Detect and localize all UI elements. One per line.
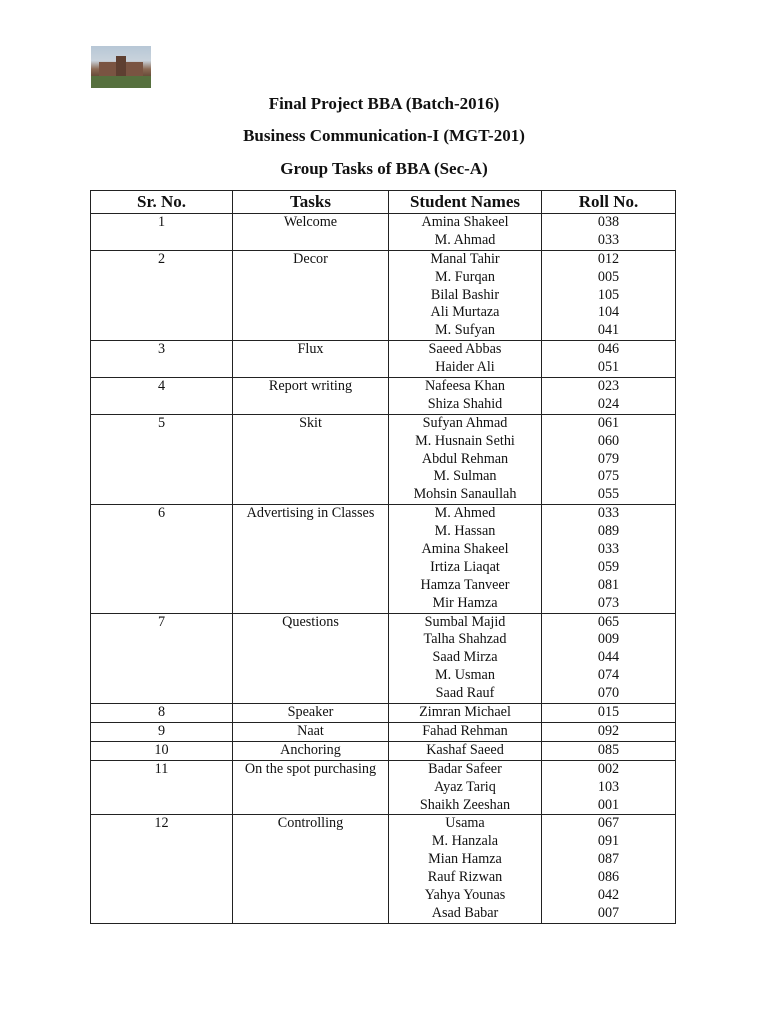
roll-number: 081 bbox=[597, 576, 620, 593]
roll-number: 103 bbox=[597, 778, 620, 795]
student-name: M. Usman bbox=[435, 667, 495, 684]
sr-no-cell bbox=[91, 414, 233, 504]
student-name: Manal Tahir bbox=[430, 250, 500, 267]
student-name: Badar Safeer bbox=[428, 760, 502, 777]
roll-no-cell bbox=[542, 378, 676, 415]
table-row bbox=[91, 741, 676, 760]
roll-number: 075 bbox=[597, 468, 620, 485]
roll-number: 041 bbox=[597, 322, 620, 339]
table-header-row bbox=[91, 191, 676, 214]
roll-number: 015 bbox=[597, 704, 620, 721]
roll-number: 067 bbox=[597, 815, 620, 832]
student-name: M. Ahmed bbox=[434, 505, 496, 522]
task-name: Skit bbox=[299, 414, 322, 431]
student-name: Hamza Tanveer bbox=[420, 576, 510, 593]
table-row bbox=[91, 505, 676, 613]
task-name: Report writing bbox=[268, 378, 353, 395]
roll-number: 055 bbox=[597, 486, 620, 503]
student-name: Mir Hamza bbox=[432, 594, 498, 611]
sr-no-cell bbox=[91, 250, 233, 340]
sr-no-cell bbox=[91, 741, 233, 760]
roll-number: 104 bbox=[597, 304, 620, 321]
student-names-cell bbox=[389, 214, 542, 251]
roll-number: 065 bbox=[597, 613, 620, 630]
student-names-cell bbox=[389, 341, 542, 378]
sr-no-cell bbox=[91, 378, 233, 415]
task-cell bbox=[233, 741, 389, 760]
group-tasks-table bbox=[90, 190, 676, 924]
roll-no-cell bbox=[542, 722, 676, 741]
column-header-roll-no: Roll No. bbox=[542, 191, 676, 214]
sr-no-cell bbox=[91, 214, 233, 251]
student-name: M. Hassan bbox=[434, 523, 496, 540]
student-name: Yahya Younas bbox=[424, 886, 506, 903]
student-names-cell bbox=[389, 815, 542, 923]
student-name: Haider Ali bbox=[435, 359, 495, 376]
roll-number: 091 bbox=[597, 833, 620, 850]
sr-no: 5 bbox=[157, 414, 166, 431]
roll-number: 074 bbox=[597, 667, 620, 684]
task-cell bbox=[233, 250, 389, 340]
column-header-sr-no: Sr. No. bbox=[91, 191, 233, 214]
roll-number: 042 bbox=[597, 886, 620, 903]
task-cell bbox=[233, 414, 389, 504]
student-name: Saeed Abbas bbox=[428, 341, 502, 358]
column-header-tasks: Tasks bbox=[233, 191, 389, 214]
sr-no-cell bbox=[91, 722, 233, 741]
sr-no-cell bbox=[91, 760, 233, 815]
table-row bbox=[91, 250, 676, 340]
sr-no-cell bbox=[91, 341, 233, 378]
roll-number: 051 bbox=[597, 359, 620, 376]
student-name: Nafeesa Khan bbox=[425, 378, 505, 395]
roll-number: 073 bbox=[597, 594, 620, 611]
table-row bbox=[91, 704, 676, 723]
sr-no: 9 bbox=[157, 722, 166, 739]
roll-number: 105 bbox=[597, 286, 620, 303]
student-name: Irtiza Liaqat bbox=[430, 558, 500, 575]
roll-number: 060 bbox=[597, 432, 620, 449]
student-name: Saad Mirza bbox=[432, 649, 498, 666]
student-names-cell bbox=[389, 613, 542, 703]
roll-number: 005 bbox=[597, 268, 620, 285]
task-name: Advertising in Classes bbox=[246, 505, 375, 522]
student-names-cell bbox=[389, 505, 542, 613]
table-row bbox=[91, 414, 676, 504]
roll-number: 087 bbox=[597, 851, 620, 868]
sr-no: 2 bbox=[157, 250, 166, 267]
task-cell bbox=[233, 613, 389, 703]
roll-number: 046 bbox=[597, 341, 620, 358]
roll-number: 024 bbox=[597, 395, 620, 412]
roll-no-cell bbox=[542, 214, 676, 251]
table-row bbox=[91, 613, 676, 703]
column-header-student-names: Student Names bbox=[389, 191, 542, 214]
roll-number: 033 bbox=[597, 505, 620, 522]
roll-number: 070 bbox=[597, 685, 620, 702]
student-name: M. Hanzala bbox=[431, 833, 499, 850]
roll-number: 001 bbox=[597, 796, 620, 813]
task-cell bbox=[233, 505, 389, 613]
roll-number: 089 bbox=[597, 523, 620, 540]
task-name: Decor bbox=[293, 250, 328, 267]
university-building-logo bbox=[91, 46, 151, 88]
student-name: Ayaz Tariq bbox=[434, 778, 496, 795]
student-name: Asad Babar bbox=[431, 904, 499, 921]
student-name: Shaikh Zeeshan bbox=[419, 796, 511, 813]
roll-number: 086 bbox=[597, 869, 620, 886]
student-name: M. Sulman bbox=[433, 468, 497, 485]
student-name: Usama bbox=[445, 815, 485, 832]
roll-number: 079 bbox=[597, 450, 620, 467]
roll-number: 059 bbox=[597, 558, 620, 575]
task-cell bbox=[233, 214, 389, 251]
roll-no-cell bbox=[542, 613, 676, 703]
student-names-cell bbox=[389, 378, 542, 415]
student-name: Mian Hamza bbox=[428, 851, 502, 868]
table-row bbox=[91, 341, 676, 378]
roll-no-cell bbox=[542, 341, 676, 378]
student-name: Zimran Michael bbox=[419, 704, 511, 721]
roll-number: 033 bbox=[597, 231, 620, 248]
student-name: Fahad Rehman bbox=[422, 722, 508, 739]
student-name: Amina Shakeel bbox=[421, 541, 509, 558]
table-row bbox=[91, 378, 676, 415]
roll-number: 009 bbox=[597, 631, 620, 648]
sr-no: 11 bbox=[154, 760, 169, 777]
student-name: Talha Shahzad bbox=[423, 631, 507, 648]
student-name: Kashaf Saeed bbox=[426, 741, 504, 758]
student-name: Ali Murtaza bbox=[430, 304, 500, 321]
roll-no-cell bbox=[542, 815, 676, 923]
student-name: Mohsin Sanaullah bbox=[413, 486, 517, 503]
roll-number: 038 bbox=[597, 214, 620, 230]
task-name: Anchoring bbox=[280, 741, 341, 758]
student-name: Sumbal Majid bbox=[424, 613, 506, 630]
sr-no-cell bbox=[91, 505, 233, 613]
roll-number: 023 bbox=[597, 378, 620, 395]
roll-no-cell bbox=[542, 505, 676, 613]
roll-number: 033 bbox=[597, 541, 620, 558]
student-names-cell bbox=[389, 722, 542, 741]
sr-no: 7 bbox=[157, 613, 166, 630]
document-title: Final Project BBA (Batch-2016) bbox=[268, 94, 500, 113]
task-cell bbox=[233, 760, 389, 815]
table-row bbox=[91, 214, 676, 251]
roll-number: 061 bbox=[597, 414, 620, 431]
student-name: Bilal Bashir bbox=[430, 286, 500, 303]
sr-no: 10 bbox=[154, 741, 169, 758]
student-names-cell bbox=[389, 760, 542, 815]
course-title: Business Communication-I (MGT-201) bbox=[243, 126, 525, 145]
student-names-cell bbox=[389, 704, 542, 723]
section-title: Group Tasks of BBA (Sec-A) bbox=[280, 159, 488, 178]
table-body bbox=[91, 214, 676, 924]
roll-number: 007 bbox=[597, 904, 620, 921]
task-cell bbox=[233, 378, 389, 415]
student-name: Saad Rauf bbox=[435, 685, 495, 702]
roll-number: 044 bbox=[597, 649, 620, 666]
student-name: M. Husnain Sethi bbox=[415, 432, 515, 449]
student-name: Rauf Rizwan bbox=[427, 869, 503, 886]
student-name: Abdul Rehman bbox=[421, 450, 509, 467]
table-row bbox=[91, 722, 676, 741]
task-name: Controlling bbox=[277, 815, 344, 832]
roll-number: 012 bbox=[597, 250, 620, 267]
sr-no-cell bbox=[91, 815, 233, 923]
task-cell bbox=[233, 341, 389, 378]
sr-no: 1 bbox=[157, 214, 166, 230]
sr-no-cell bbox=[91, 613, 233, 703]
task-name: Flux bbox=[297, 341, 324, 358]
table-row bbox=[91, 760, 676, 815]
student-names-cell bbox=[389, 250, 542, 340]
roll-no-cell bbox=[542, 741, 676, 760]
roll-number: 002 bbox=[597, 760, 620, 777]
student-name: M. Sufyan bbox=[435, 322, 495, 339]
roll-no-cell bbox=[542, 250, 676, 340]
sr-no: 8 bbox=[157, 704, 166, 721]
task-cell bbox=[233, 722, 389, 741]
student-name: Amina Shakeel bbox=[421, 214, 509, 230]
roll-no-cell bbox=[542, 704, 676, 723]
student-name: Shiza Shahid bbox=[427, 395, 503, 412]
task-name: On the spot purchasing bbox=[244, 760, 377, 777]
student-name: Sufyan Ahmad bbox=[422, 414, 508, 431]
sr-no: 4 bbox=[157, 378, 166, 395]
sr-no: 12 bbox=[154, 815, 169, 832]
roll-number: 085 bbox=[597, 741, 620, 758]
task-name: Welcome bbox=[283, 214, 338, 230]
roll-no-cell bbox=[542, 414, 676, 504]
sr-no: 3 bbox=[157, 341, 166, 358]
student-name: M. Furqan bbox=[435, 268, 495, 285]
student-names-cell bbox=[389, 414, 542, 504]
task-name: Speaker bbox=[287, 704, 334, 721]
task-name: Questions bbox=[282, 613, 339, 630]
task-cell bbox=[233, 704, 389, 723]
student-names-cell bbox=[389, 741, 542, 760]
roll-number: 092 bbox=[597, 722, 620, 739]
student-name: M. Ahmad bbox=[434, 231, 496, 248]
sr-no: 6 bbox=[157, 505, 166, 522]
table-row bbox=[91, 815, 676, 923]
roll-no-cell bbox=[542, 760, 676, 815]
sr-no-cell bbox=[91, 704, 233, 723]
task-cell bbox=[233, 815, 389, 923]
task-name: Naat bbox=[297, 722, 324, 739]
